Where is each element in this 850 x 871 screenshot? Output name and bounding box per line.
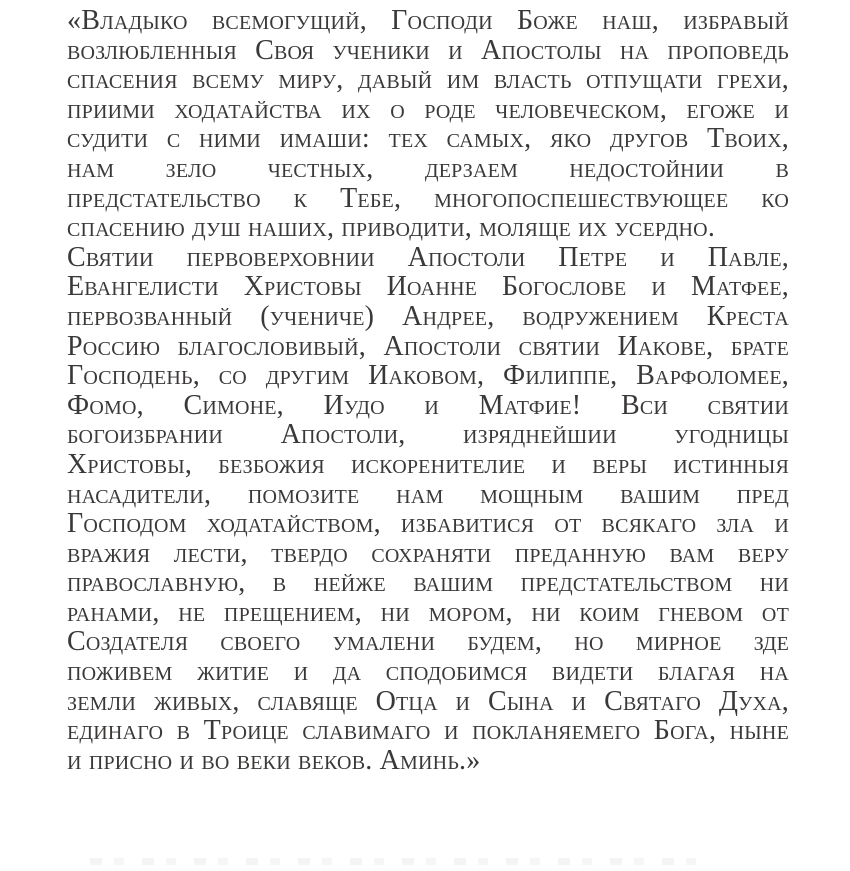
prayer-line: Господень, со другим Иаковом, Филиппе, Варфоломее,	[67, 361, 789, 391]
prayer-line: судити с ними имаши: тех самых, яко другов Твоих,	[67, 124, 789, 154]
prayer-line-paragraph-end: спасению душ наших, приводити, моляще их усердно.	[67, 213, 716, 243]
prayer-line: Евангелисти Христовы Иоанне Богослове и Матфее,	[67, 272, 789, 302]
prayer-line: Святии первоверховнии Апостоли Петре и Павле,	[67, 242, 789, 273]
prayer-line: Фомо, Симоне, Иудо и Матфие! Вси святии	[67, 390, 789, 421]
prayer-line: предстательство к Тебе, многопоспешествующее ко	[67, 183, 789, 214]
prayer-line: нам зело честных, дерзаем недостойнии в	[67, 153, 789, 184]
prayer-line: ранами, не прещением, ни мором, ни коим гневом от	[67, 597, 789, 628]
prayer-text-block	[67, 6, 789, 775]
prayer-line: поживем житие и да сподобимся видети благая на	[67, 657, 789, 687]
prayer-line: насадители, помозите нам мощным вашим пред	[67, 479, 789, 510]
cropped-next-line-artifact	[90, 858, 710, 865]
prayer-line: вражия лести, твердо сохраняти преданную вам веру	[67, 538, 789, 569]
prayer-line: единаго в Троице славимаго и покланяемего Бога, ныне	[67, 716, 789, 746]
prayer-line: приими ходатайства их о роде человеческом, егоже и	[67, 94, 789, 125]
prayer-line: православную, в нейже вашим предстательством ни	[67, 568, 789, 598]
prayer-line: спасения всему миру, давый им власть отпущати грехи,	[67, 65, 789, 95]
prayer-line: богоизбрании Апостоли, изряднейшии угодницы	[67, 420, 789, 450]
prayer-line: первозванный (учениче) Андрее, водружением Креста	[67, 301, 789, 332]
prayer-line: Создателя своего умалени будем, но мирное зде	[67, 627, 789, 658]
prayer-line: Христовы, безбожия искоренителие и веры истинныя	[67, 449, 789, 480]
prayer-line: возлюбленныя Своя ученики и Апостолы на проповедь	[67, 35, 789, 66]
prayer-line-paragraph-end: и присно и во веки веков. Аминь.»	[67, 745, 481, 776]
prayer-line: Господом ходатайством, избавитися от всякаго зла и	[67, 509, 789, 539]
prayer-line: «Владыко всемогущий, Господи Боже наш, избравый	[67, 6, 789, 36]
prayer-line: земли живых, славяще Отца и Сына и Святаго Духа,	[67, 686, 789, 717]
prayer-line: Россию благословивый, Апостоли святии Иакове, брате	[67, 331, 789, 362]
